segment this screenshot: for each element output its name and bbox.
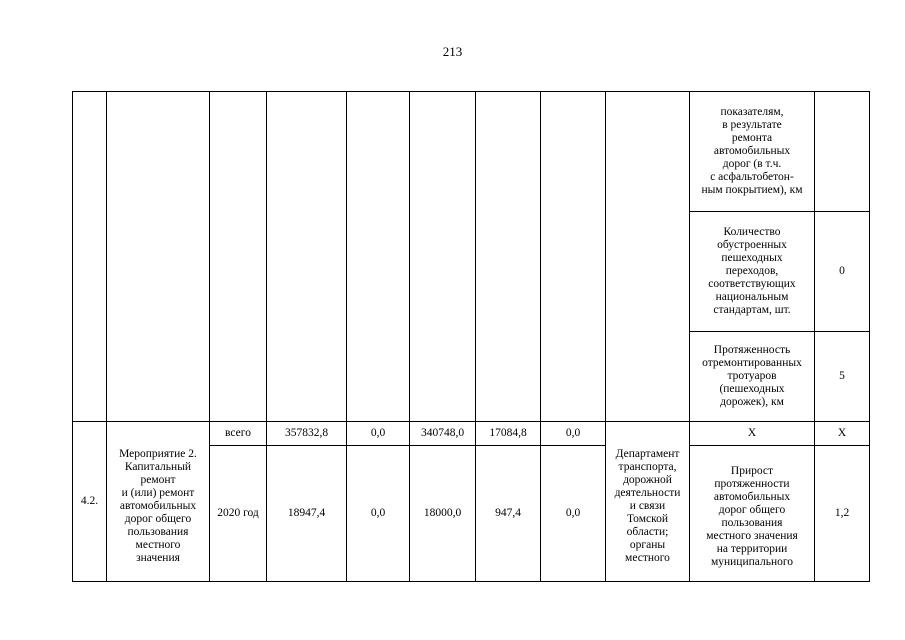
program-table xyxy=(72,91,870,582)
value-other: 0,0 xyxy=(541,446,606,582)
indicator-value xyxy=(815,92,870,212)
value-federal: 0,0 xyxy=(347,446,410,582)
cell-empty-total xyxy=(267,92,347,422)
value-local: 947,4 xyxy=(476,446,541,582)
value-federal: 0,0 xyxy=(347,422,410,446)
continued-row-1 xyxy=(73,92,870,212)
cell-empty-number xyxy=(73,92,107,422)
indicator-value: X xyxy=(815,422,870,446)
value-regional: 18000,0 xyxy=(410,446,476,582)
indicator-text: Количество обустроенных пешеходных переходов, соответствующих национальным стандартам, шт. xyxy=(690,212,815,332)
value-local: 17084,8 xyxy=(476,422,541,446)
cell-empty-name xyxy=(107,92,210,422)
value-total: 18947,4 xyxy=(267,446,347,582)
cell-empty-regional xyxy=(410,92,476,422)
cell-empty-federal xyxy=(347,92,410,422)
indicator-value: 1,2 xyxy=(815,446,870,582)
cell-empty-other xyxy=(541,92,606,422)
executor: Департамент транспорта, дорожной деятельности и связи Томской области; органы местного xyxy=(606,422,690,582)
indicator-value: 0 xyxy=(815,212,870,332)
value-other: 0,0 xyxy=(541,422,606,446)
indicator-text: X xyxy=(690,422,815,446)
row-4-2-total xyxy=(73,422,870,446)
row-number: 4.2. xyxy=(73,422,107,582)
cell-empty-executor xyxy=(606,92,690,422)
indicator-text: Протяженность отремонтированных тротуаров (пешеходных дорожек), км xyxy=(690,332,815,422)
page-number: 213 xyxy=(442,44,463,59)
period-total: всего xyxy=(210,422,267,446)
cell-empty-period xyxy=(210,92,267,422)
indicator-value: 5 xyxy=(815,332,870,422)
value-regional: 340748,0 xyxy=(410,422,476,446)
period-2020: 2020 год xyxy=(210,446,267,582)
indicator-text: Прирост протяженности автомобильных дорог общего пользования местного значения на территории муниципального xyxy=(690,446,815,582)
cell-empty-local xyxy=(476,92,541,422)
indicator-text: показателям, в результате ремонта автомобильных дорог (в т.ч. с асфальтобетон- ным покрытием), км xyxy=(690,92,815,212)
measure-name: Мероприятие 2. Капитальный ремонт и (или) ремонт автомобильных дорог общего пользования местного значения xyxy=(107,422,210,582)
value-total: 357832,8 xyxy=(267,422,347,446)
